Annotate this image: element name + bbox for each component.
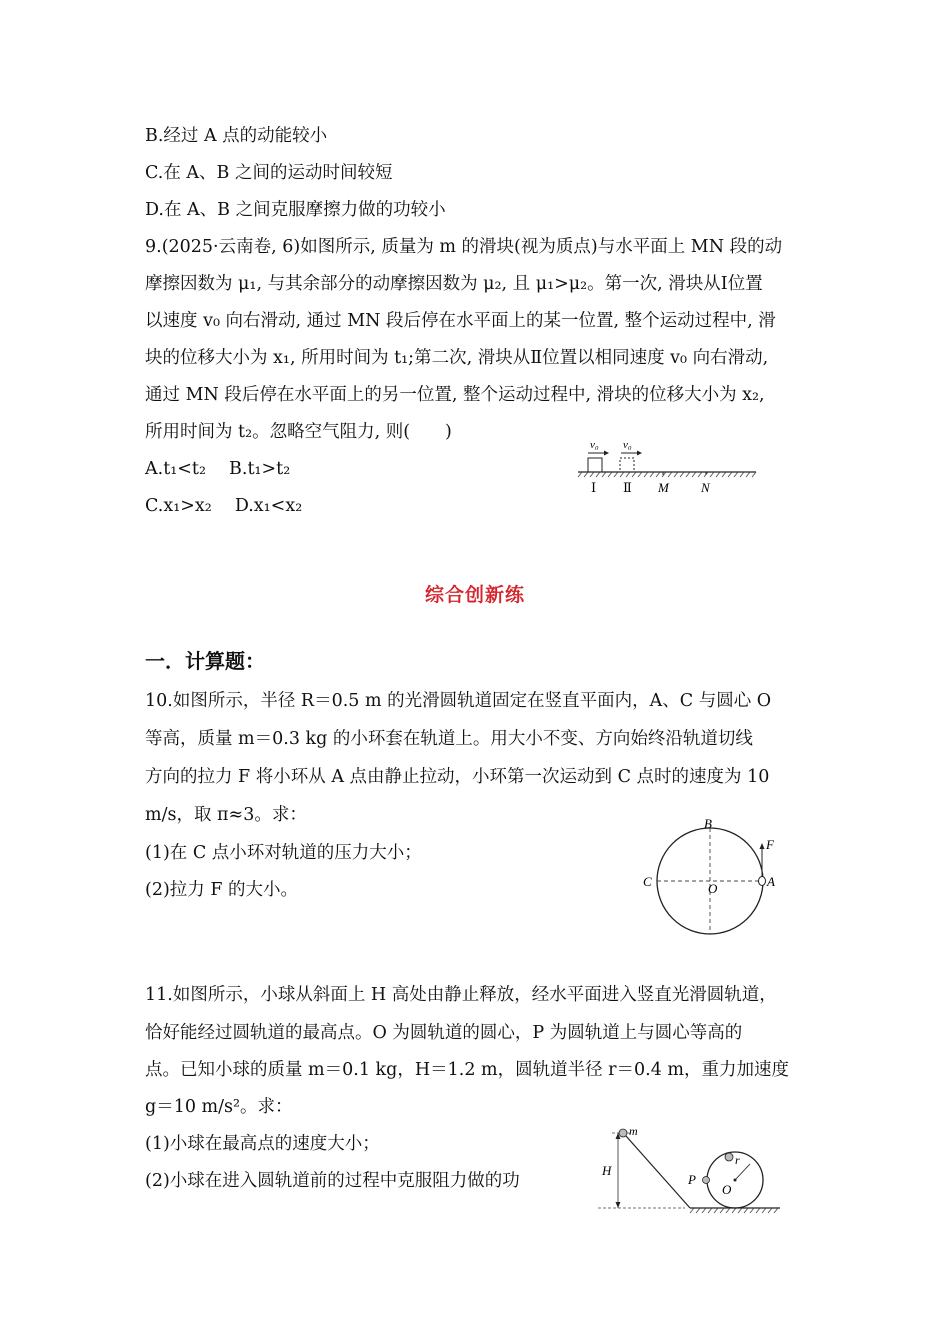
q10-line-4: m/s，取 π≈3。求： [145,805,307,825]
q11-incline [626,1136,690,1208]
q9-line-6: 所用时间为 t₂。忽略空气阻力, 则( ) [145,422,452,442]
q11-sub-2: (2)小球在进入圆轨道前的过程中克服阻力做的功 [145,1171,520,1191]
q9-line-2: 摩擦因数为 μ₁, 与其余部分的动摩擦因数为 μ₂, 且 μ₁>μ₂。第一次, 滑块从Ⅰ位置 [145,274,763,294]
q9-line-5: 通过 MN 段后停在水平面上的另一位置, 整个运动过程中, 滑块的位移大小为 x₂, [145,385,765,405]
q9-v0-label-1: v₀ [590,439,599,451]
q9-n-label: N [701,480,710,495]
q9-options-row-2: C.x₁>x₂ D.x₁<x₂ [145,496,303,516]
q11-ball-p [703,1177,710,1184]
q10-ring [759,877,766,886]
q10-a-label: A [767,874,775,889]
q9-options-row-1: A.t₁<t₂ B.t₁>t₂ [145,459,291,479]
q11-line-1: 11.如图所示，小球从斜面上 H 高处由静止释放，经水平面进入竖直光滑圆轨道， [145,985,777,1005]
q10-line-3: 方向的拉力 F 将小环从 A 点由静止拉动，小环第一次运动到 C 点时的速度为 10 [145,767,770,787]
q11-r-label: r [735,1153,740,1167]
q8-option-d: D.在 A、B 之间克服摩擦力做的功较小 [145,200,446,220]
q9-m-label: M [658,480,669,495]
q10-line-2: 等高，质量 m＝0.3 kg 的小环套在轨道上。用大小不变、方向始终沿轨道切线 [145,729,753,749]
q10-sub-2: (2)拉力 F 的大小。 [145,880,299,900]
q10-b-label: B [704,816,712,831]
q11-line-4: g＝10 m/s²。求： [145,1097,293,1117]
q8-option-c: C.在 A、B 之间的运动时间较短 [145,163,393,183]
section-heading: 一．计算题： [145,649,265,673]
q11-ball-start [619,1129,627,1137]
q9-figure [570,434,770,496]
q10-f-label: F [766,837,774,852]
q9-line-1: 9.(2025·云南卷, 6)如图所示, 质量为 m 的滑块(视为质点)与水平面上 MN 段的动 [145,237,783,257]
q9-position-1-label: Ⅰ [591,480,597,495]
q11-ball-loop [725,1153,733,1161]
q11-line-3: 点。已知小球的质量 m＝0.1 kg，H＝1.2 m，圆轨道半径 r＝0.4 m，重力加速度 [145,1060,790,1080]
q11-p-label: P [688,1172,696,1187]
q9-position-2-label: Ⅱ [623,480,632,495]
q10-sub-1: (1)在 C 点小环对轨道的压力大小； [145,843,422,863]
q11-o-label: O [722,1182,732,1197]
q10-figure [640,815,780,935]
q11-line-2: 恰好能经过圆轨道的最高点。O 为圆轨道的圆心，P 为圆轨道上与圆心等高的 [145,1023,743,1043]
q11-floor-hatch [690,1208,778,1213]
q10-c-label: C [643,874,652,889]
section-title: 综合创新练 [424,584,525,606]
q9-line-4: 块的位移大小为 x₁, 所用时间为 t₁;第二次, 滑块从Ⅱ位置以相同速度 v₀ 向右滑动, [145,348,769,368]
q10-line-1: 10.如图所示，半径 R＝0.5 m 的光滑圆轨道固定在竖直平面内，A、C 与圆心 O [145,691,772,711]
q9-block-solid [588,458,602,472]
q9-ground-hatch [578,472,756,477]
q9-block-dashed [620,458,634,472]
q10-o-label: O [708,881,718,896]
q11-h-label: H [602,1163,612,1178]
q11-m-label: m [629,1124,638,1138]
q11-figure [590,1120,790,1220]
q11-sub-1: (1)小球在最高点的速度大小； [145,1134,380,1154]
q9-v0-label-2: v₀ [623,439,632,451]
q8-option-b: B.经过 A 点的动能较小 [145,126,328,146]
q9-line-3: 以速度 v₀ 向右滑动, 通过 MN 段后停在水平面上的某一位置, 整个运动过程中, 滑 [145,311,776,331]
